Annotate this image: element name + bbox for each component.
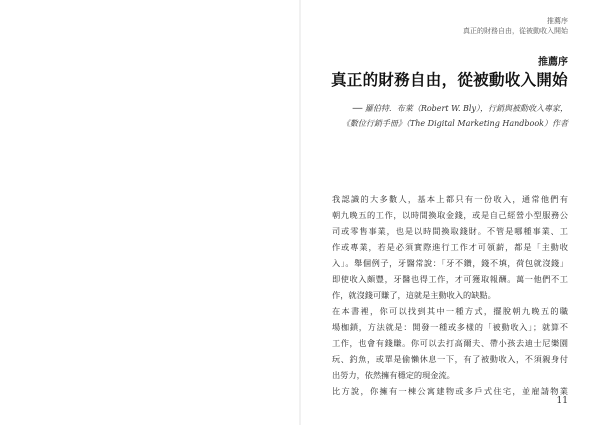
running-head-title: 真正的財務自由，從被動收入開始	[463, 27, 568, 35]
text-line: 出勞力，依然擁有穩定的現金流。	[332, 370, 455, 380]
text-line: 在本書裡，你可以找到其中一種方式，擺脫朝九晚五的職	[332, 306, 568, 316]
text-line: 作或專業，若是必須實際進行工作才可領薪，都是「主動收	[332, 242, 568, 252]
text-line: 場枷鎖，方法就是：開發一種或多樣的「被動收入」；就算不	[332, 322, 568, 332]
page-number: 11	[556, 396, 568, 406]
attribution	[342, 101, 568, 131]
text-line: 入」。舉個例子，牙醫常說：「牙不鑽，錢不填，荷包就沒錢」	[332, 258, 568, 268]
text-line: 司或零售事業，也是以時間換取錢財。不管是哪種事業、工	[332, 226, 568, 236]
text-line: 即使收入頗豐，牙醫也得工作，才可獲取報酬。萬一他們不工	[332, 274, 568, 284]
text-line: 工作，也會有錢賺。你可以去打高爾夫、帶小孩去迪士尼樂園	[332, 338, 568, 348]
paragraph	[332, 303, 568, 383]
text-line: 我認識的大多數人，基本上都只有一份收入，通常他們有	[332, 194, 568, 204]
text-line: 比方說，你擁有一棟公寓建物或多戶式住宅，並雇請物業	[332, 386, 568, 396]
running-head-section: 推薦序	[547, 17, 568, 25]
text-line: 朝九晚五的工作，以時間換取金錢，或是自己經營小型服務公	[332, 210, 568, 220]
attribution-line-1: ── 羅伯特．布萊（Robert W. Bly），行銷與被動收入專家，	[352, 104, 568, 113]
section-label: 推薦序	[538, 57, 568, 68]
paragraph	[332, 383, 568, 399]
body-text	[332, 191, 568, 399]
chapter-title: 真正的財務自由，從被動收入開始	[330, 70, 568, 89]
text-line: 玩、釣魚，或單是偷懶休息一下，有了被動收入，不須親身付	[332, 354, 568, 364]
running-head	[463, 16, 568, 36]
paragraph	[332, 191, 568, 303]
attribution-line-2: 《數位行銷手冊》（The Digital Marketing Handbook）作者	[341, 119, 568, 128]
text-line: 作，就沒錢可賺了，這就是主動收入的缺點。	[332, 290, 496, 300]
